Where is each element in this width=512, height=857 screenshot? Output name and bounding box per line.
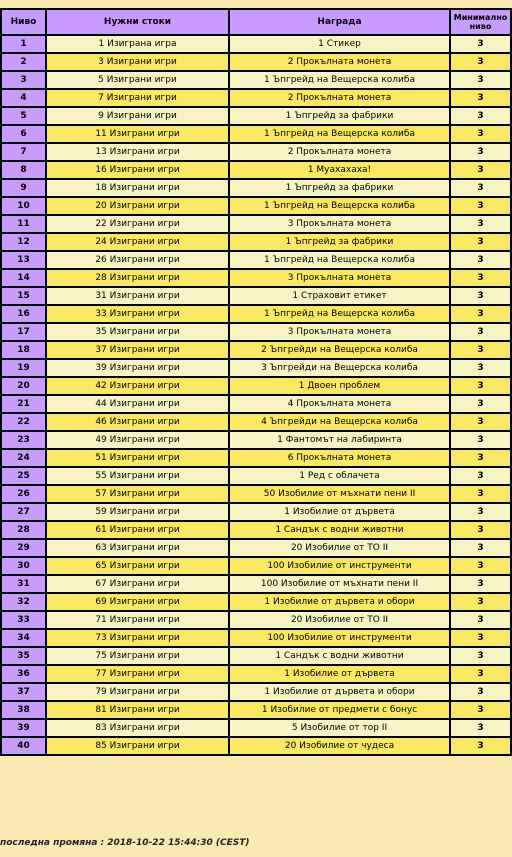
table-header-row: [1, 9, 511, 35]
table-row: [1, 413, 511, 431]
row-reward-cell: 1 Ъпгрейд на Вещерска колиба: [229, 251, 450, 269]
row-level-cell: 9: [1, 179, 46, 197]
row-min-level-cell: 3: [450, 71, 511, 89]
row-min-level-cell: 3: [450, 251, 511, 269]
row-required-cell: 69 Изиграни игри: [46, 593, 229, 611]
row-reward-cell: 1 Ъпгрейд за фабрики: [229, 107, 450, 125]
row-reward-cell: 1 Двоен проблем: [229, 377, 450, 395]
row-reward-cell: 3 Ъпгрейди на Вещерска колиба: [229, 359, 450, 377]
row-min-level-cell: 3: [450, 629, 511, 647]
row-level-cell: 17: [1, 323, 46, 341]
row-min-level-cell: 3: [450, 359, 511, 377]
row-level-cell: 3: [1, 71, 46, 89]
row-level-cell: 27: [1, 503, 46, 521]
row-required-cell: 57 Изиграни игри: [46, 485, 229, 503]
table-row: [1, 359, 511, 377]
row-reward-cell: 1 Изобилие от предмети с бонус: [229, 701, 450, 719]
row-level-cell: 37: [1, 683, 46, 701]
row-min-level-cell: 3: [450, 233, 511, 251]
row-reward-cell: 1 Изобилие от дървета и обори: [229, 593, 450, 611]
table-row: [1, 233, 511, 251]
row-required-cell: 20 Изиграни игри: [46, 197, 229, 215]
row-min-level-cell: 3: [450, 431, 511, 449]
row-required-cell: 77 Изиграни игри: [46, 665, 229, 683]
row-level-cell: 38: [1, 701, 46, 719]
row-reward-cell: 1 Сандък с водни животни: [229, 647, 450, 665]
table-row: [1, 737, 511, 755]
table-row: [1, 431, 511, 449]
table-row: [1, 485, 511, 503]
row-reward-cell: 1 Фантомът на лабиринта: [229, 431, 450, 449]
row-required-cell: 39 Изиграни игри: [46, 359, 229, 377]
table-row: [1, 665, 511, 683]
row-reward-cell: 6 Прокълната монета: [229, 449, 450, 467]
last-modified-footer: последна промяна : 2018-10-22 15:44:30 (CEST): [0, 838, 250, 848]
row-reward-cell: 20 Изобилие от ТО II: [229, 611, 450, 629]
table-row: [1, 593, 511, 611]
row-min-level-cell: 3: [450, 485, 511, 503]
row-level-cell: 11: [1, 215, 46, 233]
header-required: Нужни стоки: [46, 9, 229, 35]
row-required-cell: 7 Изиграни игри: [46, 89, 229, 107]
row-reward-cell: 2 Прокълната монета: [229, 53, 450, 71]
table-row: [1, 341, 511, 359]
table-row: [1, 503, 511, 521]
row-required-cell: 31 Изиграни игри: [46, 287, 229, 305]
row-required-cell: 42 Изиграни игри: [46, 377, 229, 395]
row-reward-cell: 100 Изобилие от мъхнати пени II: [229, 575, 450, 593]
row-level-cell: 20: [1, 377, 46, 395]
row-required-cell: 5 Изиграни игри: [46, 71, 229, 89]
row-required-cell: 49 Изиграни игри: [46, 431, 229, 449]
row-level-cell: 18: [1, 341, 46, 359]
row-required-cell: 65 Изиграни игри: [46, 557, 229, 575]
table-row: [1, 215, 511, 233]
row-reward-cell: 1 Ред с облачета: [229, 467, 450, 485]
row-level-cell: 2: [1, 53, 46, 71]
row-reward-cell: 1 Ъпгрейд на Вещерска колиба: [229, 197, 450, 215]
row-level-cell: 10: [1, 197, 46, 215]
row-required-cell: 35 Изиграни игри: [46, 323, 229, 341]
row-min-level-cell: 3: [450, 449, 511, 467]
table-row: [1, 161, 511, 179]
row-reward-cell: 1 Муахахаха!: [229, 161, 450, 179]
row-level-cell: 25: [1, 467, 46, 485]
table-row: [1, 557, 511, 575]
row-min-level-cell: 3: [450, 539, 511, 557]
rewards-table-wrapper: [0, 8, 510, 756]
row-required-cell: 67 Изиграни игри: [46, 575, 229, 593]
row-min-level-cell: 3: [450, 467, 511, 485]
table-row: [1, 269, 511, 287]
row-reward-cell: 1 Ъпгрейд на Вещерска колиба: [229, 71, 450, 89]
row-min-level-cell: 3: [450, 647, 511, 665]
row-level-cell: 28: [1, 521, 46, 539]
table-row: [1, 323, 511, 341]
row-min-level-cell: 3: [450, 611, 511, 629]
rewards-table: [0, 8, 512, 756]
table-row: [1, 395, 511, 413]
row-reward-cell: 3 Прокълната монета: [229, 323, 450, 341]
row-reward-cell: 1 Страховит етикет: [229, 287, 450, 305]
row-required-cell: 59 Изиграни игри: [46, 503, 229, 521]
row-min-level-cell: 3: [450, 287, 511, 305]
row-level-cell: 16: [1, 305, 46, 323]
row-required-cell: 9 Изиграни игри: [46, 107, 229, 125]
row-min-level-cell: 3: [450, 395, 511, 413]
row-reward-cell: 100 Изобилие от инструменти: [229, 557, 450, 575]
table-row: [1, 467, 511, 485]
row-reward-cell: 5 Изобилие от тор II: [229, 719, 450, 737]
row-min-level-cell: 3: [450, 737, 511, 755]
row-min-level-cell: 3: [450, 35, 511, 53]
table-row: [1, 287, 511, 305]
table-row: [1, 305, 511, 323]
row-min-level-cell: 3: [450, 593, 511, 611]
row-required-cell: 44 Изиграни игри: [46, 395, 229, 413]
row-reward-cell: 1 Ъпгрейд за фабрики: [229, 233, 450, 251]
header-min-level: Минимално ниво: [450, 9, 511, 35]
row-min-level-cell: 3: [450, 683, 511, 701]
row-required-cell: 33 Изиграни игри: [46, 305, 229, 323]
table-row: [1, 377, 511, 395]
row-min-level-cell: 3: [450, 665, 511, 683]
row-min-level-cell: 3: [450, 341, 511, 359]
row-reward-cell: 50 Изобилие от мъхнати пени II: [229, 485, 450, 503]
row-reward-cell: 20 Изобилие от ТО II: [229, 539, 450, 557]
table-row: [1, 35, 511, 53]
row-reward-cell: 2 Прокълната монета: [229, 143, 450, 161]
row-min-level-cell: 3: [450, 107, 511, 125]
row-level-cell: 24: [1, 449, 46, 467]
table-row: [1, 539, 511, 557]
row-min-level-cell: 3: [450, 269, 511, 287]
table-row: [1, 197, 511, 215]
row-level-cell: 31: [1, 575, 46, 593]
row-level-cell: 36: [1, 665, 46, 683]
row-min-level-cell: 3: [450, 323, 511, 341]
row-min-level-cell: 3: [450, 719, 511, 737]
row-required-cell: 28 Изиграни игри: [46, 269, 229, 287]
row-required-cell: 1 Изиграна игра: [46, 35, 229, 53]
row-reward-cell: 1 Изобилие от дървета и обори: [229, 683, 450, 701]
row-required-cell: 63 Изиграни игри: [46, 539, 229, 557]
row-required-cell: 3 Изиграни игри: [46, 53, 229, 71]
row-reward-cell: 1 Ъпгрейд на Вещерска колиба: [229, 305, 450, 323]
row-level-cell: 26: [1, 485, 46, 503]
row-level-cell: 22: [1, 413, 46, 431]
row-required-cell: 51 Изиграни игри: [46, 449, 229, 467]
row-required-cell: 55 Изиграни игри: [46, 467, 229, 485]
row-min-level-cell: 3: [450, 305, 511, 323]
row-reward-cell: 1 Ъпгрейд за фабрики: [229, 179, 450, 197]
row-level-cell: 32: [1, 593, 46, 611]
row-level-cell: 40: [1, 737, 46, 755]
row-level-cell: 34: [1, 629, 46, 647]
row-reward-cell: 4 Прокълната монета: [229, 395, 450, 413]
table-row: [1, 647, 511, 665]
row-min-level-cell: 3: [450, 701, 511, 719]
row-required-cell: 79 Изиграни игри: [46, 683, 229, 701]
row-reward-cell: 2 Ъпгрейди на Вещерска колиба: [229, 341, 450, 359]
row-required-cell: 81 Изиграни игри: [46, 701, 229, 719]
header-reward: Награда: [229, 9, 450, 35]
row-min-level-cell: 3: [450, 377, 511, 395]
table-row: [1, 683, 511, 701]
row-level-cell: 39: [1, 719, 46, 737]
row-level-cell: 33: [1, 611, 46, 629]
row-required-cell: 83 Изиграни игри: [46, 719, 229, 737]
table-row: [1, 251, 511, 269]
row-reward-cell: 1 Изобилие от дървета: [229, 503, 450, 521]
row-min-level-cell: 3: [450, 161, 511, 179]
table-row: [1, 107, 511, 125]
table-row: [1, 701, 511, 719]
row-required-cell: 73 Изиграни игри: [46, 629, 229, 647]
row-required-cell: 11 Изиграни игри: [46, 125, 229, 143]
row-required-cell: 85 Изиграни игри: [46, 737, 229, 755]
table-row: [1, 449, 511, 467]
row-level-cell: 35: [1, 647, 46, 665]
row-required-cell: 16 Изиграни игри: [46, 161, 229, 179]
row-level-cell: 14: [1, 269, 46, 287]
row-min-level-cell: 3: [450, 125, 511, 143]
row-reward-cell: 3 Прокълната монета: [229, 215, 450, 233]
row-reward-cell: 2 Прокълната монета: [229, 89, 450, 107]
row-level-cell: 6: [1, 125, 46, 143]
row-level-cell: 12: [1, 233, 46, 251]
row-min-level-cell: 3: [450, 197, 511, 215]
row-required-cell: 61 Изиграни игри: [46, 521, 229, 539]
row-min-level-cell: 3: [450, 143, 511, 161]
table-row: [1, 179, 511, 197]
table-row: [1, 719, 511, 737]
header-level: Ниво: [1, 9, 46, 35]
row-required-cell: 37 Изиграни игри: [46, 341, 229, 359]
row-required-cell: 24 Изиграни игри: [46, 233, 229, 251]
row-min-level-cell: 3: [450, 413, 511, 431]
table-row: [1, 575, 511, 593]
row-min-level-cell: 3: [450, 53, 511, 71]
table-row: [1, 143, 511, 161]
row-required-cell: 18 Изиграни игри: [46, 179, 229, 197]
row-reward-cell: 1 Стикер: [229, 35, 450, 53]
row-level-cell: 4: [1, 89, 46, 107]
row-min-level-cell: 3: [450, 575, 511, 593]
table-body: [1, 35, 511, 755]
row-min-level-cell: 3: [450, 89, 511, 107]
row-required-cell: 22 Изиграни игри: [46, 215, 229, 233]
row-min-level-cell: 3: [450, 503, 511, 521]
row-level-cell: 15: [1, 287, 46, 305]
row-min-level-cell: 3: [450, 215, 511, 233]
row-required-cell: 75 Изиграни игри: [46, 647, 229, 665]
row-reward-cell: 1 Изобилие от дървета: [229, 665, 450, 683]
row-required-cell: 13 Изиграни игри: [46, 143, 229, 161]
row-reward-cell: 1 Ъпгрейд на Вещерска колиба: [229, 125, 450, 143]
table-row: [1, 125, 511, 143]
row-reward-cell: 1 Сандък с водни животни: [229, 521, 450, 539]
row-reward-cell: 100 Изобилие от инструменти: [229, 629, 450, 647]
row-reward-cell: 20 Изобилие от чудеса: [229, 737, 450, 755]
row-required-cell: 46 Изиграни игри: [46, 413, 229, 431]
row-min-level-cell: 3: [450, 179, 511, 197]
row-reward-cell: 3 Прокълната монета: [229, 269, 450, 287]
row-reward-cell: 4 Ъпгрейди на Вещерска колиба: [229, 413, 450, 431]
table-row: [1, 53, 511, 71]
row-min-level-cell: 3: [450, 557, 511, 575]
row-required-cell: 71 Изиграни игри: [46, 611, 229, 629]
table-row: [1, 611, 511, 629]
row-min-level-cell: 3: [450, 521, 511, 539]
row-level-cell: 8: [1, 161, 46, 179]
row-level-cell: 1: [1, 35, 46, 53]
table-row: [1, 629, 511, 647]
row-level-cell: 13: [1, 251, 46, 269]
row-level-cell: 5: [1, 107, 46, 125]
row-required-cell: 26 Изиграни игри: [46, 251, 229, 269]
row-level-cell: 7: [1, 143, 46, 161]
row-level-cell: 23: [1, 431, 46, 449]
row-level-cell: 30: [1, 557, 46, 575]
table-row: [1, 521, 511, 539]
row-level-cell: 21: [1, 395, 46, 413]
row-level-cell: 19: [1, 359, 46, 377]
table-row: [1, 89, 511, 107]
table-row: [1, 71, 511, 89]
row-level-cell: 29: [1, 539, 46, 557]
